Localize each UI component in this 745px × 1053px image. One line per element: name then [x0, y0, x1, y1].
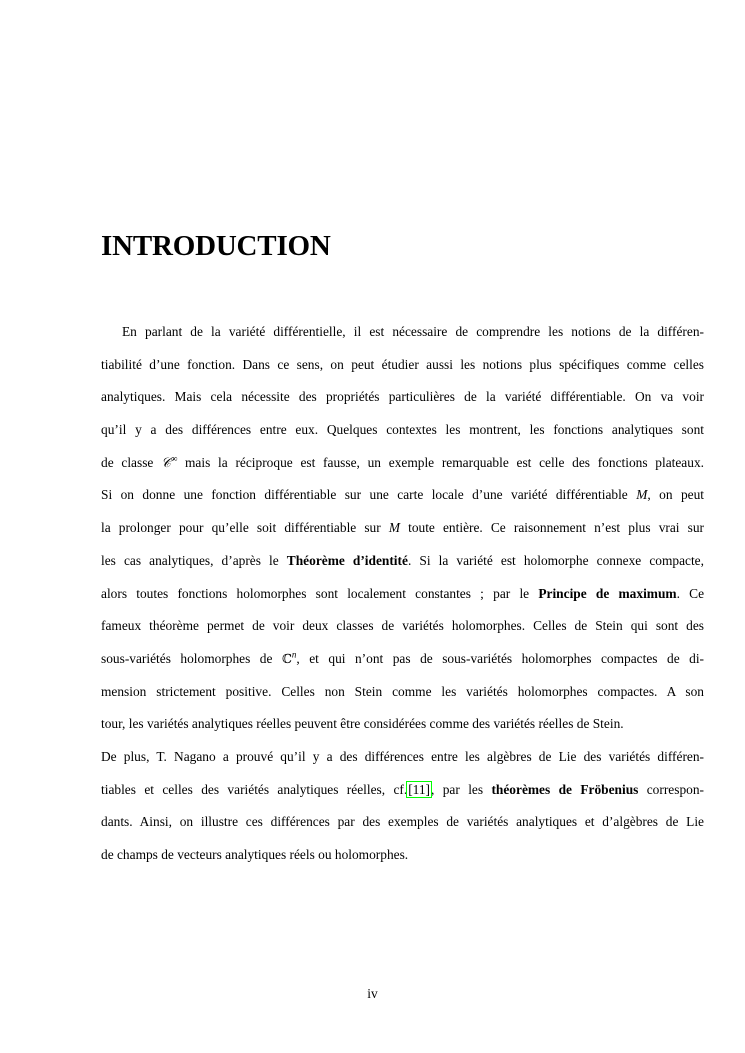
text-run: fameux théorème permet de voir deux classes de variétés holomorphes. Celles de Stein qui sont des: [101, 618, 704, 634]
math-symbol: ℂ: [281, 650, 292, 666]
math-symbol: M: [388, 520, 400, 536]
text-run: De plus, T. Nagano a prouvé qu’il y a des différences entre les algèbres de Lie des variétés différen-: [101, 748, 704, 764]
text-run: correspon-: [638, 781, 704, 797]
text-run: alors toutes fonctions holomorphes sont localement constantes ; par le: [101, 585, 539, 601]
text-line: [101, 708, 704, 741]
text-run: toute entière. Ce raisonnement n’est plus vrai sur: [399, 520, 704, 536]
citation-link[interactable]: [11]: [408, 781, 431, 797]
bold-term: Principe de maximum: [538, 585, 677, 601]
text-line: [101, 545, 704, 578]
text-run: dants. Ainsi, on illustre ces différences par des exemples de variétés analytiques et d’algèbres de Lie: [101, 814, 704, 830]
text-line: [101, 806, 704, 839]
text-run: tiabilité d’une fonction. Dans ce sens, on peut étudier aussi les notions plus spécifiques comme celles: [101, 356, 704, 372]
math-superscript: n: [291, 649, 297, 660]
text-line: [101, 578, 704, 611]
text-run: tour, les variétés analytiques réelles peuvent être considérées comme des variétés réelles de Stein.: [101, 716, 624, 732]
text-line: [101, 610, 704, 643]
text-run: , on peut: [647, 487, 704, 503]
text-run: la prolonger pour qu’elle soit différentiable sur: [101, 520, 389, 536]
text-line: [101, 447, 704, 480]
text-run: , par les: [431, 781, 492, 797]
math-symbol: 𝒞: [161, 454, 171, 470]
text-run: . Si la variété est holomorphe connexe compacte,: [407, 552, 704, 568]
page-number: iv: [367, 986, 378, 1001]
text-run: de classe: [101, 454, 162, 470]
text-line: [101, 414, 704, 447]
text-line: [101, 774, 704, 807]
text-run: analytiques. Mais cela nécessite des propriétés particulières de la variété différentiable. On va voir: [101, 389, 704, 405]
text-run: En parlant de la variété différentielle, il est nécessaire de comprendre les notions de la différen-: [122, 324, 704, 339]
text-line: [101, 381, 704, 414]
text-run: mais la réciproque est fausse, un exemple remarquable est celle des fonctions plateaux.: [177, 454, 704, 470]
text-run: , et qui n’ont pas de sous-variétés holomorphes compactes de di-: [296, 650, 704, 666]
text-line: [101, 349, 704, 382]
text-run: les cas analytiques, d’après le: [101, 552, 287, 568]
text-line: [101, 479, 704, 512]
text-run: tiables et celles des variétés analytiques réelles, cf.: [101, 781, 408, 797]
text-line: [101, 643, 704, 676]
bold-term: Théorème d’identité: [286, 552, 408, 568]
chapter-title: INTRODUCTION: [101, 230, 331, 262]
text-run: . Ce: [676, 585, 705, 601]
text-run: qu’il y a des différences entre eux. Quelques contextes les montrent, les fonctions analytiques sont: [101, 422, 704, 438]
text-line: [101, 316, 704, 349]
text-run: sous-variétés holomorphes de: [101, 650, 282, 666]
introduction-body: [101, 316, 704, 872]
text-run: de champs de vecteurs analytiques réels ou holomorphes.: [101, 847, 409, 862]
text-line: [101, 741, 704, 774]
text-line: [101, 839, 704, 872]
text-line: [101, 676, 704, 709]
math-symbol: M: [636, 487, 648, 503]
text-run: mension strictement positive. Celles non Stein comme les variétés holomorphes compactes. A son: [101, 683, 704, 699]
text-line: [101, 512, 704, 545]
text-run: Si on donne une fonction différentiable sur une carte locale d’une variété différentiable: [101, 487, 637, 503]
math-superscript: ∞: [170, 453, 178, 464]
bold-term: théorèmes de Fröbenius: [491, 781, 639, 797]
